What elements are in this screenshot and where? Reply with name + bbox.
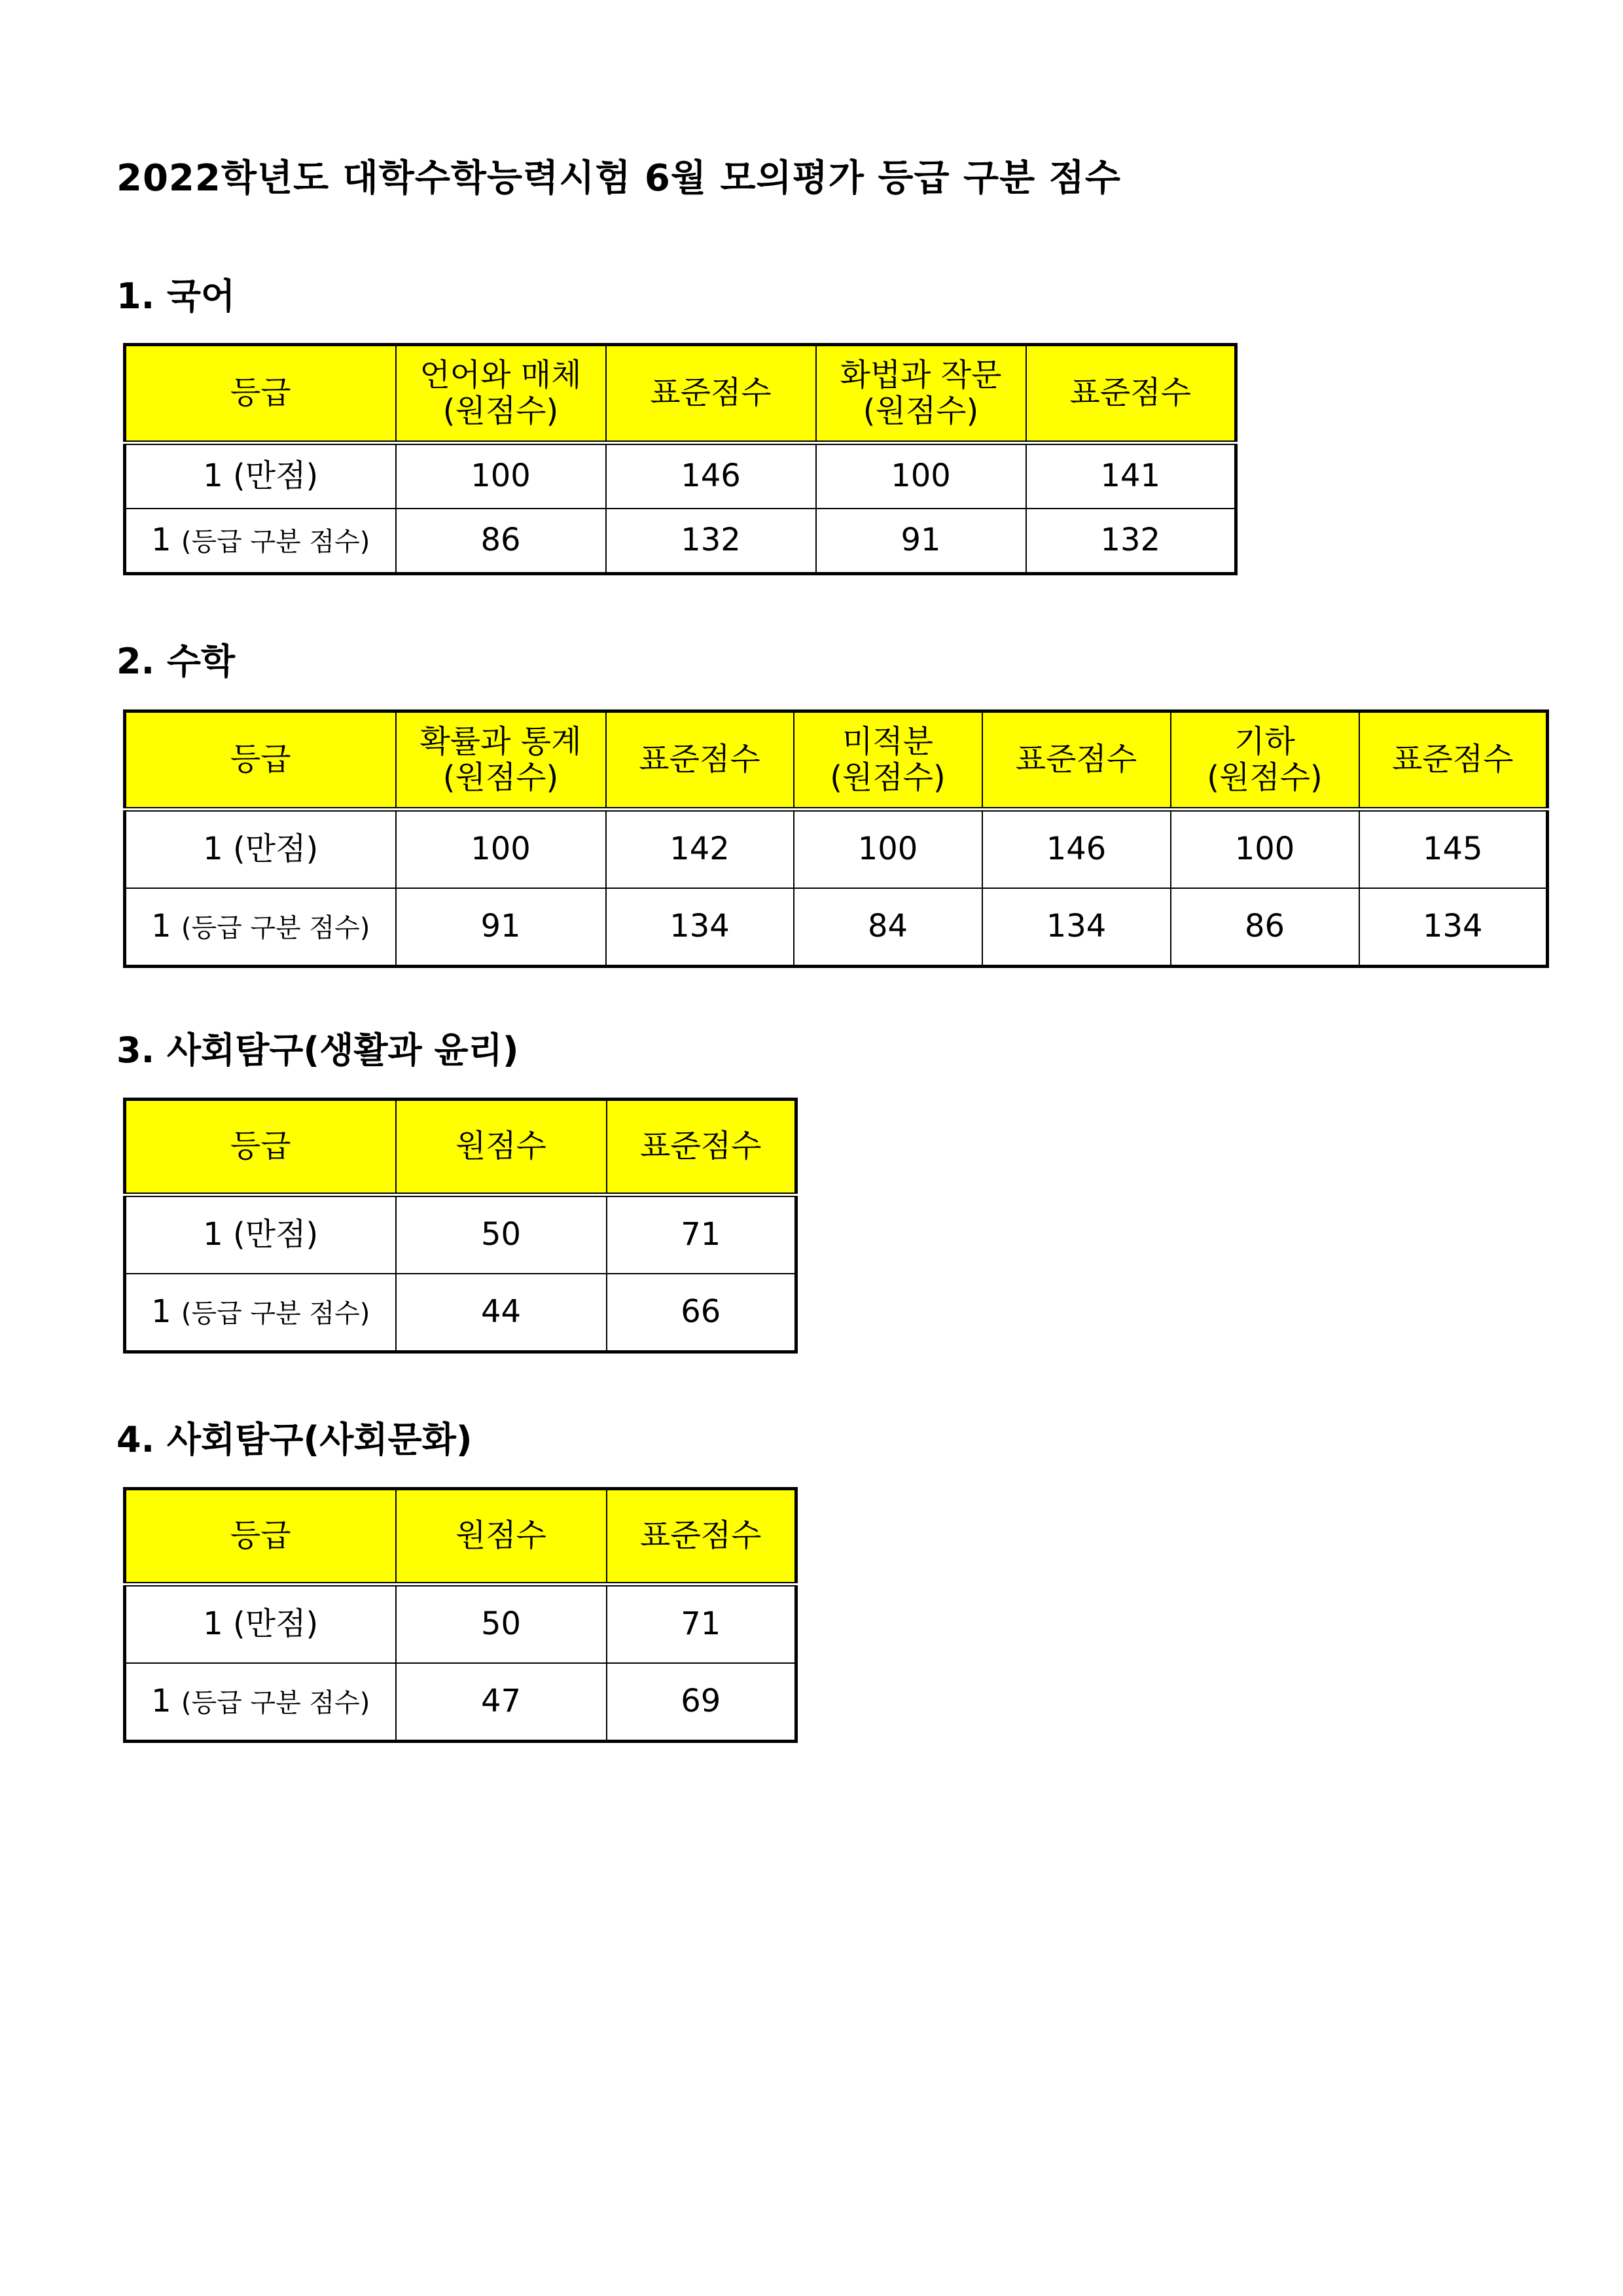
society-score-table [123, 1487, 798, 1743]
table-header-row [125, 1100, 796, 1195]
header-grade: 등급 [125, 1100, 396, 1195]
value-cell: 132 [1026, 509, 1236, 574]
value-cell: 84 [794, 888, 982, 967]
page-title: 2022학년도 대학수학능력시험 6월 모의평가 등급 구분 점수 [116, 157, 1121, 200]
table-row [125, 443, 1236, 509]
grade-cell: 1 (등급 구분 점수) [125, 509, 396, 574]
grade-cell: 1 (만점) [125, 1195, 396, 1274]
value-cell: 50 [396, 1585, 607, 1663]
math-score-table [123, 709, 1549, 968]
value-cell: 132 [606, 509, 816, 574]
header-std-score: 표준점수 [607, 1489, 796, 1585]
grade-cell: 1 (만점) [125, 1585, 396, 1663]
table-row [125, 1585, 796, 1663]
header-grade: 등급 [125, 1489, 396, 1585]
header-raw-score: 원점수 [396, 1489, 607, 1585]
grade-cell: 1 (등급 구분 점수) [125, 1663, 396, 1742]
grade-cell: 1 (만점) [125, 810, 396, 888]
value-cell: 50 [396, 1195, 607, 1274]
value-cell: 134 [982, 888, 1171, 967]
value-cell: 71 [607, 1585, 796, 1663]
grade-cell: 1 (만점) [125, 443, 396, 509]
table-row [125, 1274, 796, 1352]
section-heading-math: 2. 수학 [116, 641, 236, 682]
value-cell: 146 [606, 443, 816, 509]
value-cell: 142 [606, 810, 794, 888]
table-row [125, 1663, 796, 1742]
header-std-score: 표준점수 [1359, 711, 1548, 810]
value-cell: 91 [396, 888, 606, 967]
header-grade: 등급 [125, 711, 396, 810]
header-std-score: 표준점수 [606, 711, 794, 810]
header-geometry: 기하 (원점수) [1171, 711, 1359, 810]
value-cell: 44 [396, 1274, 607, 1352]
korean-score-table [123, 343, 1238, 575]
header-speech-writing: 화법과 작문 (원점수) [816, 345, 1026, 443]
value-cell: 100 [396, 443, 606, 509]
value-cell: 100 [396, 810, 606, 888]
value-cell: 146 [982, 810, 1171, 888]
grade-cell: 1 (등급 구분 점수) [125, 1274, 396, 1352]
section-heading-ethics: 3. 사회탐구(생활과 윤리) [116, 1030, 519, 1071]
value-cell: 71 [607, 1195, 796, 1274]
table-row [125, 888, 1548, 967]
table-header-row [125, 345, 1236, 443]
header-grade: 등급 [125, 345, 396, 443]
header-lang-media: 언어와 매체 (원점수) [396, 345, 606, 443]
value-cell: 47 [396, 1663, 607, 1742]
table-header-row [125, 711, 1548, 810]
table-row [125, 810, 1548, 888]
ethics-score-table [123, 1098, 798, 1354]
value-cell: 66 [607, 1274, 796, 1352]
table-header-row [125, 1489, 796, 1585]
value-cell: 91 [816, 509, 1026, 574]
header-raw-score: 원점수 [396, 1100, 607, 1195]
grade-cell: 1 (등급 구분 점수) [125, 888, 396, 967]
header-std-score: 표준점수 [1026, 345, 1236, 443]
header-std-score: 표준점수 [607, 1100, 796, 1195]
section-heading-society: 4. 사회탐구(사회문화) [116, 1419, 473, 1460]
header-std-score: 표준점수 [982, 711, 1171, 810]
table-row [125, 509, 1236, 574]
value-cell: 100 [794, 810, 982, 888]
value-cell: 86 [396, 509, 606, 574]
value-cell: 134 [606, 888, 794, 967]
value-cell: 100 [816, 443, 1026, 509]
value-cell: 86 [1171, 888, 1359, 967]
value-cell: 134 [1359, 888, 1548, 967]
value-cell: 141 [1026, 443, 1236, 509]
value-cell: 145 [1359, 810, 1548, 888]
value-cell: 100 [1171, 810, 1359, 888]
header-std-score: 표준점수 [606, 345, 816, 443]
section-heading-korean: 1. 국어 [116, 276, 236, 317]
header-calculus: 미적분 (원점수) [794, 711, 982, 810]
value-cell: 69 [607, 1663, 796, 1742]
header-prob-stats: 확률과 통계 (원점수) [396, 711, 606, 810]
table-row [125, 1195, 796, 1274]
